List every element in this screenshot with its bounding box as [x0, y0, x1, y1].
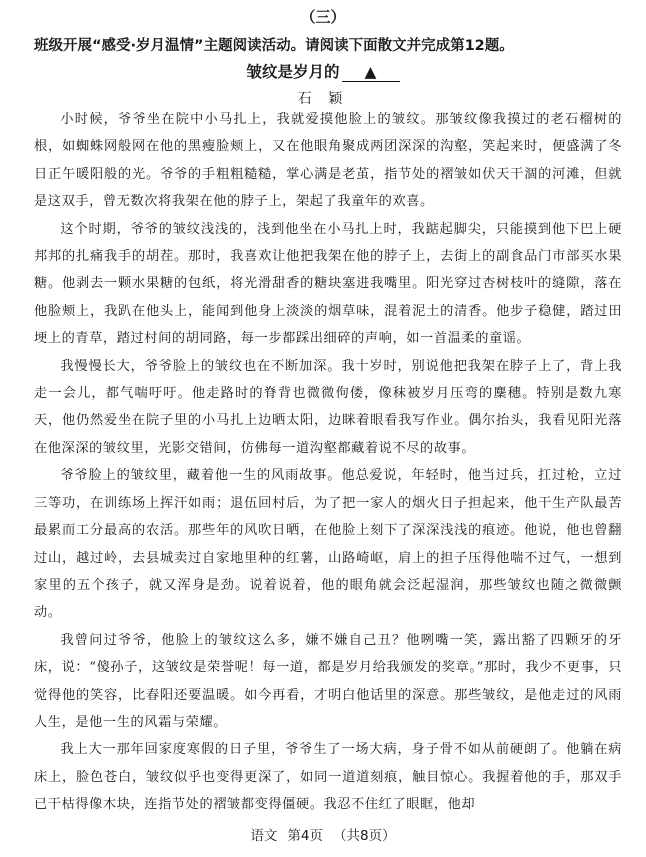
essay-paragraph-2: 这个时期，爷爷的皱纹浅浅的，浅到他坐在小马扎上时，我踮起脚尖，只能摸到他下巴上硬邦邦的扎痛我手的胡茬。那时，我喜欢让他把我架在他的脖子上，去街上的副食品门市部买水果糖。他剥去一颗水果糖的包纸，将光滑甜香的糖块塞进我嘴里。阳光穿过杏树枝叶的缝隙，落在他脸颊上，我趴在他头上，能闻到他身上淡淡的烟草味，混着泥土的清香。他步子稳健，踏过田埂上的青草，踏过村间的胡同路，每一步都踩出细碎的声响，如一首温柔的童谣。: [34, 221, 622, 347]
essay-paragraph-1: 小时候，爷爷坐在院中小马扎上，我就爱摸他脸上的皱纹。那皱纹像我摸过的老石榴树的根，如蜘蛛网般网在他的黑瘦脸颊上，又在他眼角聚成两团深深的沟壑，笑起来时，便盛满了冬日正午暖阳般的光。爷爷的手粗粗糙糙，掌心满是老茧，指节处的褶皱如伏天干涸的河滩，但就是这双手，曾无数次将我架在他的脖子上，架起了我童年的欢喜。: [34, 112, 622, 210]
essay-title: [0, 60, 646, 82]
section-number: （三）: [300, 8, 346, 26]
essay-paragraph-3: 我慢慢长大，爷爷脸上的皱纹也在不断加深。我十岁时，别说他把我架在脖子上了，背上我走一会儿，都气喘吁吁。他走路时的脊背也微微佝偻，像秣被岁月压弯的麇穗。特别是数九寒天，他仍然爱坐在院子里的小马扎上边晒太阳，边眯着眼看我写作业。偶尔抬头，我看见阳光落在他深深的皱纹里，光影交错间，仿佛每一道沟壑都藏着说不尽的故事。: [34, 358, 622, 456]
footer-total: （共8页）: [333, 828, 396, 844]
essay-paragraph-5: 我曾问过爷爷，他脸上的皱纹这么多，嫌不嫌自己丑？他咧嘴一笑，露出豁了四颗牙的牙床，说：“傻孙子，这皱纹是荣誉呢！每一道，都是岁月给我颁发的奖章。”那时，我少不更事，只觉得他的笑容，比春阳还要温暖。如今再看，才明白他话里的深意。那些皱纹，是他走过的风雨人生，是他一生的风霜与荣耀。: [34, 632, 622, 730]
essay-paragraph-6: 我上大一那年回家度寒假的日子里，爷爷生了一场大病，身子骨不如从前硬朗了。他躺在病床上，脸色苍白，皱纹似乎也变得更深了，如同一道道刻痕，触目惊心。我握着他的手，那双手已干枯得像木块，连指节处的褶皱都变得僵硬。我忍不住红了眼眶，他却: [34, 742, 622, 813]
footer-page: 第4页: [287, 828, 323, 844]
reading-instruction: 班级开展“感受·岁月温情”主题阅读活动。请阅读下面散文并完成第12题。: [34, 38, 514, 54]
essay-title-text: 皱纹是岁月的: [246, 63, 340, 81]
essay-author: 石 颖: [297, 91, 349, 107]
essay-body: [34, 106, 622, 819]
page-footer: [0, 824, 646, 844]
footer-subject: 语文: [250, 828, 278, 844]
title-blank: ▲: [342, 64, 400, 82]
essay-paragraph-4: 爷爷脸上的皱纹里，藏着他一生的风雨故事。他总爱说，年轻时，他当过兵，扛过枪，立过三等功，在训练场上挥汗如雨；退伍回村后，为了把一家人的烟火日子担起来，他干生产队最苦最累而工分最高的农活。那些年的风吹日晒，在他脸上刻下了深深浅浅的痕迹。他说，他也曾翻过山，越过岭，去县城卖过自家地里种的红薯，山路崎岖，肩上的担子压得他喘不过气，一想到家里的五个孩子，就又浑身是劲。说着说着，他的眼角就会泛起湿润，那些皱纹也随之微微颤动。: [34, 468, 622, 621]
